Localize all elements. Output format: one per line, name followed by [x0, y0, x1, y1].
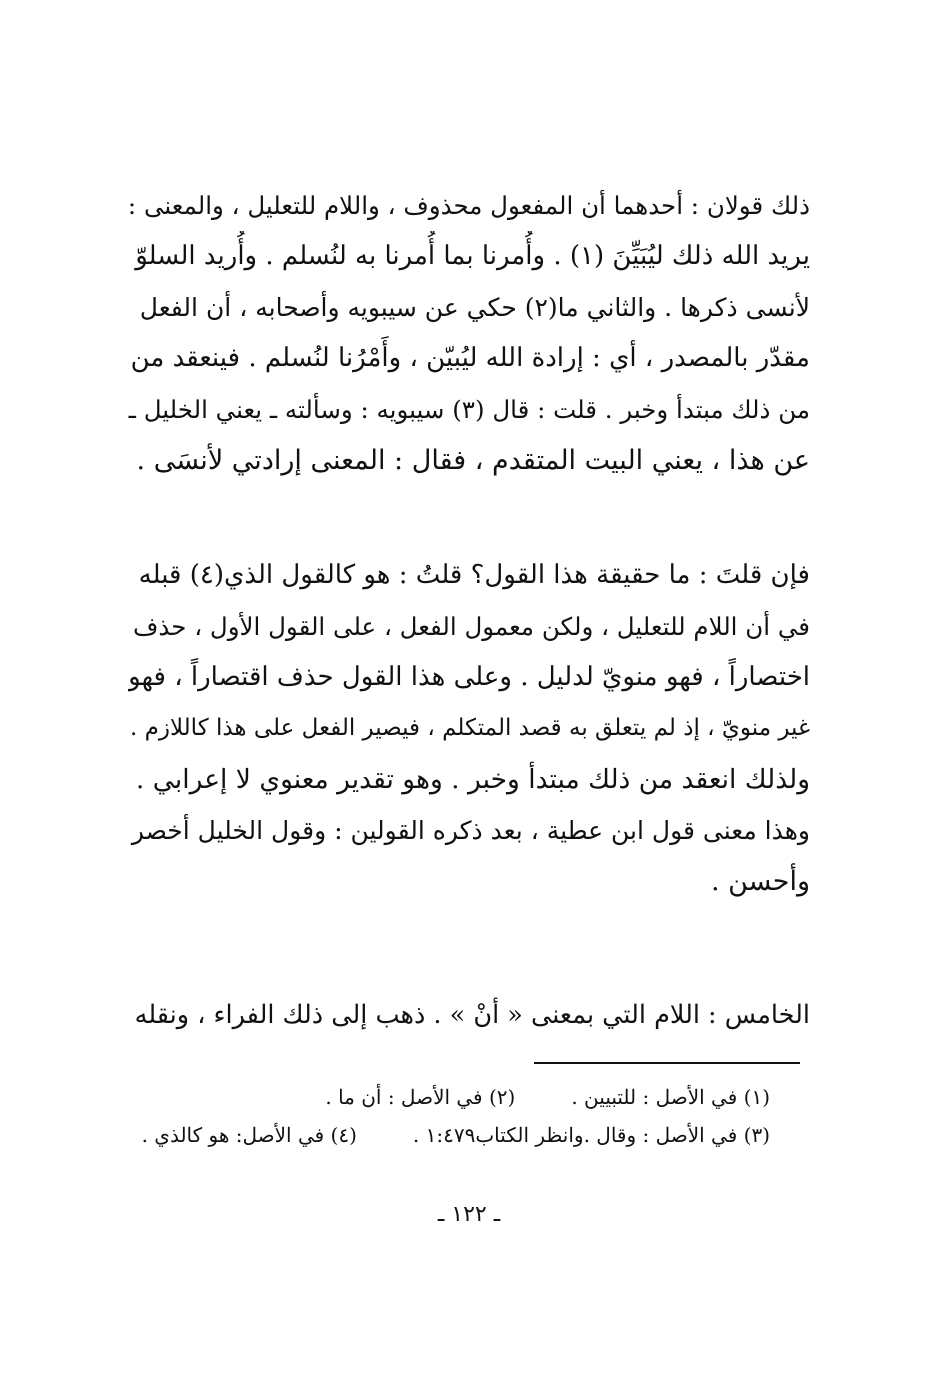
text-line: لأنسى ذكرها . والثاني ما(٢) حكي عن سيبويه وأصحابه ، أن الفعل — [139, 293, 810, 322]
text-line: ذلك قولان : أحدهما أن المفعول محذوف ، واللام للتعليل ، والمعنى : — [128, 191, 810, 220]
body-paragraph-2 — [128, 550, 810, 907]
footnote-row — [140, 1078, 770, 1116]
text-line: اختصاراً ، فهو منويّ لدليل . وعلى هذا القول حذف اقتصاراً ، فهو — [128, 662, 810, 692]
text-line: ولذلك انعقد من ذلك مبتدأ وخبر . وهو تقدير معنوي لا إعرابي . — [135, 764, 810, 795]
text-line: وهذا معنى قول ابن عطية ، بعد ذكره القولين : وقول الخليل أخصر — [131, 816, 810, 845]
footnote-separator — [534, 1062, 800, 1064]
text-line: في أن اللام للتعليل ، ولكن معمول الفعل ، على القول الأول ، حذف — [133, 612, 810, 641]
footnote-2: (٢) في الأصل : أن ما . — [325, 1085, 516, 1109]
text-line: فإن قلتَ : ما حقيقة هذا القول؟ قلتُ : هو كالقول الذي(٤) قبله — [138, 560, 810, 590]
body-paragraph-3 — [128, 990, 810, 1041]
footnote-1: (١) في الأصل : للتبيين . — [571, 1085, 770, 1109]
text-line: مقدّر بالمصدر ، أي : إرادة الله ليُبيّن ، وأَمْرُنا لنُسلم . فينعقد من — [130, 343, 810, 373]
text-line: وأحسن . — [710, 866, 810, 897]
page-number: ـ ١٢٢ ـ — [437, 1202, 501, 1227]
text-line: عن هذا ، يعني البيت المتقدم ، فقال : المعنى إرادتي لأنسَى . — [136, 445, 810, 476]
footnote-row — [140, 1116, 770, 1154]
text-line: يريد الله ذلك ليُبَيِّنَ (١) . وأُمرنا بما أُمرنا به لنُسلم . وأُريد السلوّ — [135, 241, 810, 271]
footnote-3: (٣) في الأصل : وقال .وانظر الكتاب١:٤٧٩ . — [412, 1123, 770, 1147]
footnotes — [140, 1078, 770, 1154]
body-paragraph-1 — [128, 180, 810, 486]
text-line: الخامس : اللام التي بمعنى « أنْ » . ذهب إلى ذلك الفراء ، ونقله — [134, 1000, 810, 1030]
text-line: من ذلك مبتدأ وخبر . قلت : قال (٣) سيبويه : وسألته ـ يعني الخليل ـ — [128, 395, 810, 424]
text-line: غير منويّ ، إذ لم يتعلق به قصد المتكلم ، فيصير الفعل على هذا كاللازم . — [129, 715, 810, 741]
footnote-4: (٤) في الأصل: هو كالذي . — [141, 1123, 357, 1147]
